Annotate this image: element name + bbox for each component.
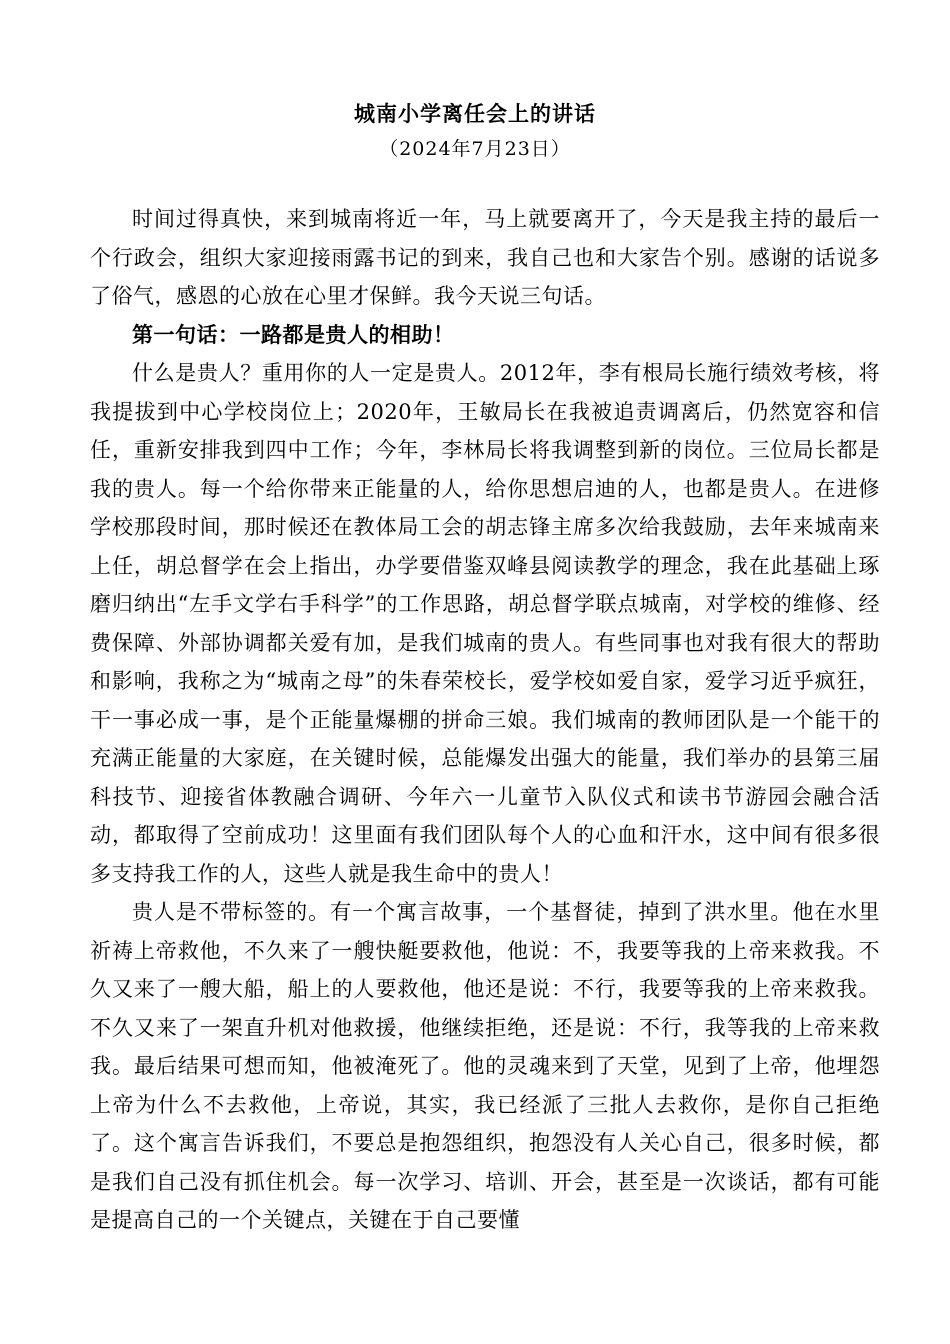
paragraph-parable: 贵人是不带标签的。有一个寓言故事，一个基督徒，掉到了洪水里。他在水里祈祷上帝救他，不久来了一艘快艇要救他，他说：不，我要等我的上帝来救我。不久又来了一艘大船，船上的人要救他，他还是说：不行，我要等我的上帝来救我。不久又来了一架直升机对他救援，他继续拒绝，还是说：不行，我等我的上帝来救我。最后结果可想而知，他被淹死了。他的灵魂来到了天堂，见到了上帝，他埋怨上帝为什么不去救他，上帝说，其实，我已经派了三批人去救你，是你自己拒绝了。这个寓言告诉我们，不要总是抱怨组织，抱怨没有人关心自己，很多时候，都是我们自己没有抓住机会。每一次学习、培训、开会，甚至是一次谈话，都有可能是提高自己的一个关键点，关键在于自己要懂 bbox=[90, 900, 880, 1232]
section-heading-first: 第一句话：一路都是贵人的相助！ bbox=[132, 321, 455, 347]
paragraph-benefactors: 什么是贵人？重用你的人一定是贵人。2012年，李有根局长施行绩效考核，将我提拔到中心学校岗位上；2020年，王敏局长在我被追责调离后，仍然宽容和信任，重新安排我到四中工作；今年，李林局长将我调整到新的岗位。三位局长都是我的贵人。每一个给你带来正能量的人，给你思想启迪的人，也都是贵人。在进修学校那段时间，那时候还在教体局工会的胡志锋主席多次给我鼓励，去年来城南来上任，胡总督学在会上指出，办学要借鉴双峰县阅读教学的理念，我在此基础上琢磨归纳出“左手文学右手科学”的工作思路，胡总督学联点城南，对学校的维修、经费保障、外部协调都关爱有加，是我们城南的贵人。有些同事也对我有很大的帮助和影响，我称之为“城南之母”的朱春荣校长，爱学校如爱自家，爱学习近乎疯狂，干一事必成一事，是个正能量爆棚的拼命三娘。我们城南的教师团队是一个能干的充满正能量的大家庭，在关键时候，总能爆发出强大的能量，我们举办的县第三届科技节、迎接省体教融合调研、今年六一儿童节入队仪式和读书节游园会融合活动，都取得了空前成功！这里面有我们团队每个人的心血和汗水，这中间有很多很多支持我工作的人，这些人就是我生命中的贵人！ bbox=[90, 361, 880, 886]
paragraph-intro: 时间过得真快，来到城南将近一年，马上就要离开了，今天是我主持的最后一个行政会，组织大家迎接雨露书记的到来，我自己也和大家告个别。感谢的话说多了俗气，感恩的心放在心里才保鲜。我今天说三句话。 bbox=[90, 207, 880, 308]
document-body bbox=[90, 200, 880, 1240]
document-title: 城南小学离任会上的讲话 bbox=[354, 101, 596, 126]
document-date: （2024年7月23日） bbox=[379, 138, 571, 160]
